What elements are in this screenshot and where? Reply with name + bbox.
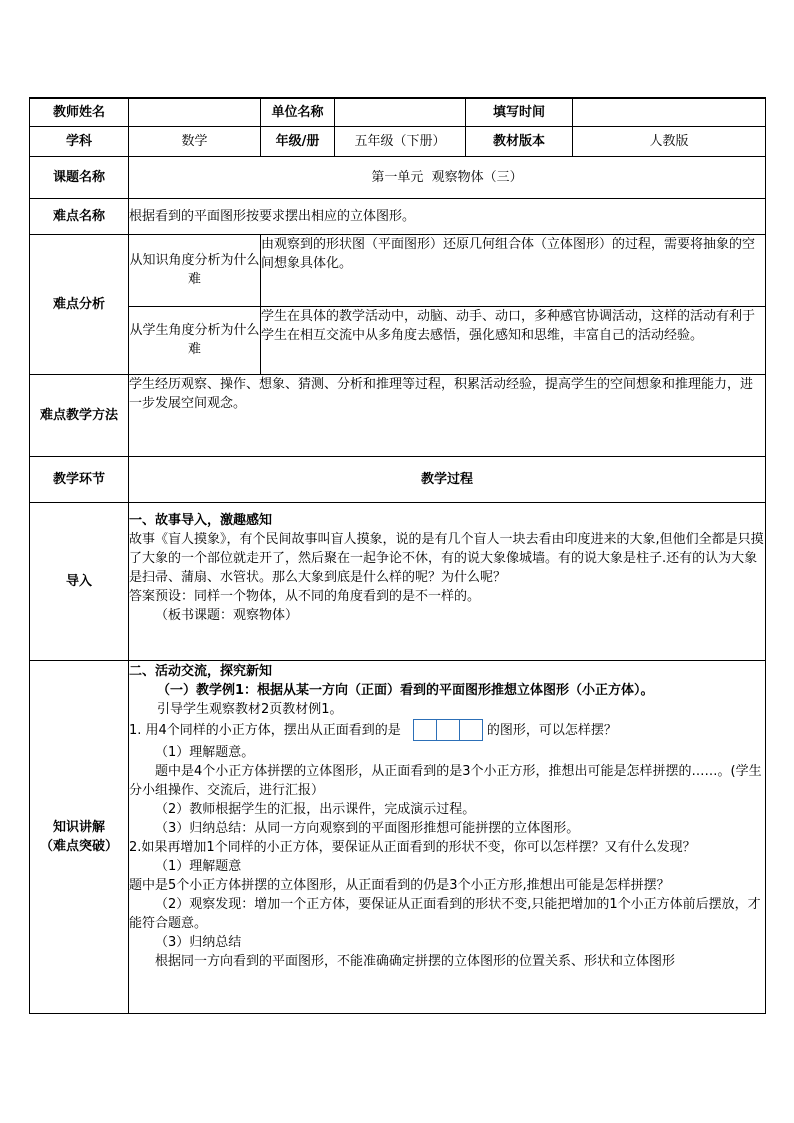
difficulty-name-value: 根据看到的平面图形按要求摆出相应的立体图形。 bbox=[129, 198, 766, 234]
analysis-row-2 bbox=[30, 306, 766, 374]
grade-label: 年级/册 bbox=[261, 126, 335, 156]
teaching-method-value: 学生经历观察、操作、想象、猜测、分析和推理等过程，积累活动经验，提高学生的空间想象和推理能力，进一步发展空间观念。 bbox=[129, 374, 766, 456]
q1-step-1: （1）理解题意。 bbox=[155, 744, 255, 760]
unit-label: 单位名称 bbox=[261, 98, 335, 126]
topic-label: 课题名称 bbox=[30, 156, 129, 198]
intro-row bbox=[30, 502, 766, 660]
topic-value: 第一单元 观察物体（三） bbox=[129, 156, 766, 198]
intro-board-title: （板书课题：观察物体） bbox=[155, 607, 299, 623]
explain-sublabel: （难点突破） bbox=[39, 838, 118, 854]
date-value[interactable] bbox=[573, 98, 766, 126]
student-angle-label: 从学生角度分析为什么难 bbox=[129, 306, 261, 374]
question-1 bbox=[129, 719, 765, 743]
knowledge-angle-value: 由观察到的形状图（平面图形）还原几何组合体（立体图形）的过程，需要将抽象的空间想象具体化。 bbox=[261, 234, 766, 306]
q2-step-1-text: 题中是5个小正方体拼摆的立体图形，从正面看到的仍是3个小正方形,推想出可能是怎样拼摆？ bbox=[129, 877, 670, 893]
header-row-2 bbox=[30, 126, 766, 156]
square-1 bbox=[414, 720, 437, 740]
square-3 bbox=[460, 720, 482, 740]
intro-heading: 一、故事导入，激趣感知 bbox=[129, 512, 273, 528]
grade-value: 五年级（下册） bbox=[335, 126, 466, 156]
subject-value: 数学 bbox=[129, 126, 261, 156]
explain-label: 知识讲解 bbox=[52, 819, 105, 835]
q2-step-3: （3）归纳总结 bbox=[155, 934, 242, 950]
lesson-plan-table bbox=[29, 97, 766, 1014]
q2-step-3-text: 根据同一方向看到的平面图形，不能准确确定拼摆的立体图形的位置关系、形状和立体图形 bbox=[155, 953, 676, 969]
q2-step-1: （1）理解题意 bbox=[155, 858, 242, 874]
explain-content bbox=[129, 660, 766, 1013]
explain-row bbox=[30, 660, 766, 1013]
explain-label-cell bbox=[30, 660, 129, 1013]
header-row-1 bbox=[30, 98, 766, 126]
topic-row bbox=[30, 156, 766, 198]
process-label: 教学过程 bbox=[129, 456, 766, 502]
intro-answer: 答案预设：同样一个物体，从不同的角度看到的是不一样的。 bbox=[129, 588, 481, 604]
date-label: 填写时间 bbox=[466, 98, 573, 126]
question-2: 2.如果再增加1个同样的小正方体，要保证从正面看到的形状不变，你可以怎样摆？又有什么发现？ bbox=[129, 839, 696, 855]
teacher-name-value[interactable] bbox=[129, 98, 261, 126]
square-2 bbox=[437, 720, 460, 740]
intro-content bbox=[129, 502, 766, 660]
three-squares-figure bbox=[413, 719, 483, 741]
difficulty-name-label: 难点名称 bbox=[30, 198, 129, 234]
student-angle-value: 学生在具体的教学活动中，动脑、动手、动口，多种感官协调活动，这样的活动有利于学生在相互交流中从多角度去感悟，强化感知和思维，丰富自己的活动经验。 bbox=[261, 306, 766, 374]
q2-step-2: （2）观察发现：增加一个正方体，要保证从正面看到的形状不变,只能把增加的1个小正方体前后摆放，才能符合题意。 bbox=[129, 896, 761, 931]
unit-value[interactable] bbox=[335, 98, 466, 126]
knowledge-angle-label: 从知识角度分析为什么难 bbox=[129, 234, 261, 306]
guide-text: 引导学生观察教材2页教材例1。 bbox=[157, 701, 343, 717]
difficulty-analysis-label: 难点分析 bbox=[30, 234, 129, 374]
edition-label: 教材版本 bbox=[466, 126, 573, 156]
intro-label: 导入 bbox=[30, 502, 129, 660]
intro-story: 故事《盲人摸象》，有个民间故事叫盲人摸象，说的是有几个盲人一块去看由印度进来的大象,但他们全都是只摸了大象的一个部位就走开了，然后聚在一起争论不休，有的说大象像城墙。有的说大象是柱子.还有的认为大象是扫帚、蒲扇、水管状。那么大象到底是什么样的呢？为什么呢？ bbox=[129, 531, 764, 585]
teacher-name-label: 教师姓名 bbox=[30, 98, 129, 126]
explain-heading: 二、活动交流，探究新知 bbox=[129, 663, 273, 679]
process-header-row bbox=[30, 456, 766, 502]
question-1-text-after: 的图形，可以怎样摆？ bbox=[486, 722, 617, 738]
teaching-method-label: 难点教学方法 bbox=[30, 374, 129, 456]
difficulty-name-row bbox=[30, 198, 766, 234]
q1-step-2: （2）教师根据学生的汇报，出示课件，完成演示过程。 bbox=[155, 801, 476, 817]
edition-value: 人教版 bbox=[573, 126, 766, 156]
example-title: （一）教学例1：根据从某一方向（正面）看到的平面图形推想立体图形（小正方体）。 bbox=[157, 682, 654, 698]
analysis-row-1 bbox=[30, 234, 766, 306]
question-1-text-before: 1. 用4个同样的小正方体，摆出从正面看到的是 bbox=[129, 722, 401, 738]
stage-label: 教学环节 bbox=[30, 456, 129, 502]
subject-label: 学科 bbox=[30, 126, 129, 156]
q1-step-1-text: 题中是4个小正方体拼摆的立体图形，从正面看到的是3个小正方形，推想出可能是怎样拼摆的……。(学生分小组操作、交流后，进行汇报） bbox=[129, 763, 762, 798]
method-row bbox=[30, 374, 766, 456]
q1-step-3: （3）归纳总结：从同一方向观察到的平面图形推想可能拼摆的立体图形。 bbox=[155, 820, 580, 836]
